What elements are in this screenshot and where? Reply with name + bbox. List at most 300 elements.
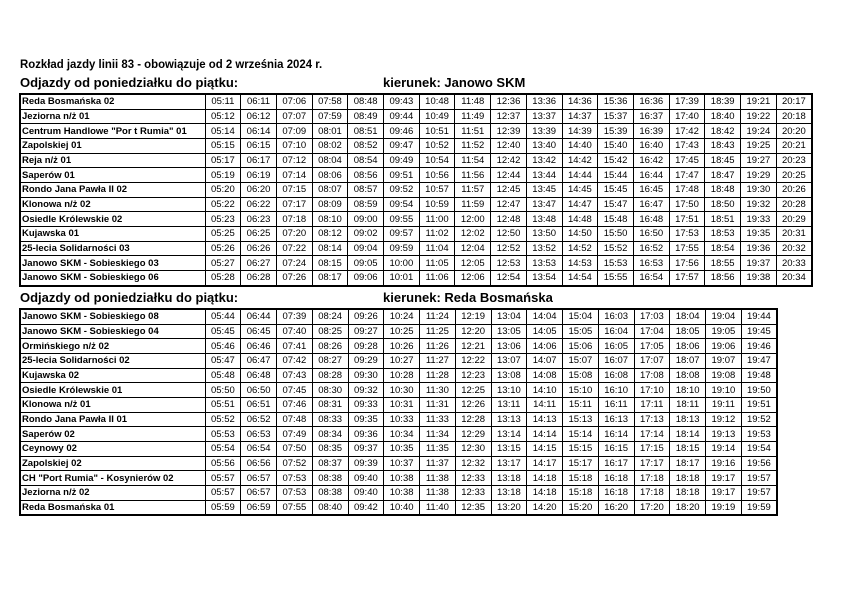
timetable-title: Rozkład jazdy linii 83 - obowiązuje od 2 września 2024 r.	[20, 57, 323, 71]
departure-time: 05:20	[205, 182, 241, 197]
departure-time: 12:06	[455, 271, 491, 286]
stop-name: Zapolskiej 02	[20, 456, 205, 471]
departure-time: 07:55	[277, 500, 313, 515]
departure-time: 07:10	[276, 138, 312, 153]
departure-time: 12:42	[491, 153, 527, 168]
departure-time: 20:25	[776, 168, 812, 183]
departure-time: 17:51	[669, 212, 705, 227]
departure-time: 19:22	[741, 109, 777, 124]
departure-time: 17:10	[634, 383, 670, 398]
departure-time: 11:05	[419, 256, 455, 271]
departure-time: 16:44	[633, 168, 669, 183]
departure-time: 07:59	[312, 109, 348, 124]
departure-time: 06:57	[241, 486, 277, 501]
departure-time: 07:14	[276, 168, 312, 183]
departure-time: 18:39	[705, 94, 741, 109]
departure-time: 19:16	[706, 456, 742, 471]
table-row	[20, 227, 812, 242]
departure-time: 16:40	[633, 138, 669, 153]
table-row	[20, 383, 777, 398]
departure-time: 11:02	[419, 227, 455, 242]
departure-time: 10:56	[419, 168, 455, 183]
departure-time: 17:18	[634, 471, 670, 486]
departure-time: 16:11	[598, 397, 634, 412]
departure-time: 07:40	[277, 324, 313, 339]
stop-name: Klonowa n/ż 01	[20, 397, 205, 412]
departure-time: 19:14	[706, 442, 742, 457]
stop-name: Janowo SKM - Sobieskiego 04	[20, 324, 205, 339]
departure-time: 09:04	[348, 241, 384, 256]
departure-time: 12:52	[491, 241, 527, 256]
departure-time: 08:51	[348, 124, 384, 139]
departure-time: 08:09	[312, 197, 348, 212]
departure-time: 19:56	[741, 456, 777, 471]
departure-time: 13:44	[526, 168, 562, 183]
departure-time: 15:11	[563, 397, 599, 412]
timetable-reda-bosmanska	[19, 308, 778, 516]
departure-time: 09:32	[348, 383, 384, 398]
departure-time: 11:57	[455, 182, 491, 197]
departure-time: 13:37	[526, 109, 562, 124]
departure-time: 13:52	[526, 241, 562, 256]
departure-time: 14:53	[562, 256, 598, 271]
departure-time: 16:18	[598, 471, 634, 486]
departure-time: 12:30	[455, 442, 491, 457]
departure-time: 06:46	[241, 339, 277, 354]
departure-time: 13:40	[526, 138, 562, 153]
departure-time: 10:37	[384, 456, 420, 471]
departure-time: 10:40	[384, 500, 420, 515]
departure-time: 12:45	[491, 182, 527, 197]
departure-time: 08:24	[312, 309, 348, 324]
departure-time: 14:44	[562, 168, 598, 183]
departure-time: 17:50	[669, 197, 705, 212]
departure-time: 12:29	[455, 427, 491, 442]
departure-time: 14:39	[562, 124, 598, 139]
table-row	[20, 397, 777, 412]
departure-time: 15:44	[598, 168, 634, 183]
departure-time: 10:57	[419, 182, 455, 197]
departure-time: 05:27	[205, 256, 241, 271]
stop-name: Kujawska 02	[20, 368, 205, 383]
departure-time: 12:35	[455, 500, 491, 515]
departure-time: 16:36	[633, 94, 669, 109]
departure-time: 11:33	[420, 412, 456, 427]
departure-time: 11:51	[455, 124, 491, 139]
weekday-label: Odjazdy od poniedziałku do piątku:	[20, 75, 239, 90]
departure-time: 13:54	[526, 271, 562, 286]
departure-time: 16:20	[598, 500, 634, 515]
departure-time: 08:27	[312, 353, 348, 368]
departure-time: 09:26	[348, 309, 384, 324]
departure-time: 17:11	[634, 397, 670, 412]
departure-time: 15:18	[563, 486, 599, 501]
departure-time: 15:55	[598, 271, 634, 286]
departure-time: 19:06	[706, 339, 742, 354]
departure-time: 10:00	[384, 256, 420, 271]
departure-time: 08:33	[312, 412, 348, 427]
departure-time: 07:48	[277, 412, 313, 427]
departure-time: 16:04	[598, 324, 634, 339]
departure-time: 07:53	[277, 486, 313, 501]
stop-name: Osiedle Królewskie 01	[20, 383, 205, 398]
departure-time: 15:07	[563, 353, 599, 368]
departure-time: 12:20	[455, 324, 491, 339]
departure-time: 06:57	[241, 471, 277, 486]
departure-time: 17:07	[634, 353, 670, 368]
departure-time: 19:21	[741, 94, 777, 109]
departure-time: 17:03	[634, 309, 670, 324]
departure-time: 10:35	[384, 442, 420, 457]
departure-time: 13:18	[491, 471, 527, 486]
departure-time: 19:38	[741, 271, 777, 286]
departure-time: 20:18	[776, 109, 812, 124]
departure-time: 16:52	[633, 241, 669, 256]
table-row	[20, 182, 812, 197]
departure-time: 12:36	[491, 94, 527, 109]
departure-time: 10:28	[384, 368, 420, 383]
departure-time: 20:17	[776, 94, 812, 109]
departure-time: 11:59	[455, 197, 491, 212]
departure-time: 12:40	[491, 138, 527, 153]
departure-time: 09:33	[348, 397, 384, 412]
departure-time: 17:45	[669, 153, 705, 168]
departure-time: 18:56	[705, 271, 741, 286]
stop-name: Ceynowy 02	[20, 442, 205, 457]
departure-time: 08:40	[312, 500, 348, 515]
departure-time: 12:02	[455, 227, 491, 242]
departure-time: 05:19	[205, 168, 241, 183]
departure-time: 10:01	[384, 271, 420, 286]
stop-name: Janowo SKM - Sobieskiego 03	[20, 256, 205, 271]
departure-time: 13:48	[526, 212, 562, 227]
departure-time: 13:18	[491, 486, 527, 501]
departure-time: 08:35	[312, 442, 348, 457]
departure-time: 17:48	[669, 182, 705, 197]
departure-time: 15:39	[598, 124, 634, 139]
departure-time: 10:51	[419, 124, 455, 139]
departure-time: 16:03	[598, 309, 634, 324]
departure-time: 10:26	[384, 339, 420, 354]
departure-time: 12:00	[455, 212, 491, 227]
departure-time: 13:10	[491, 383, 527, 398]
direction-label: kierunek: Janowo SKM	[383, 75, 526, 90]
departure-time: 14:47	[562, 197, 598, 212]
departure-time: 17:57	[669, 271, 705, 286]
departure-time: 14:20	[527, 500, 563, 515]
departure-time: 09:37	[348, 442, 384, 457]
departure-time: 08:48	[348, 94, 384, 109]
departure-time: 06:52	[241, 412, 277, 427]
departure-time: 17:17	[634, 456, 670, 471]
direction-label: kierunek: Reda Bosmańska	[383, 290, 553, 305]
departure-time: 13:04	[491, 309, 527, 324]
table-row	[20, 168, 812, 183]
departure-time: 06:54	[241, 442, 277, 457]
departure-time: 11:40	[420, 500, 456, 515]
departure-time: 20:31	[776, 227, 812, 242]
departure-time: 19:37	[741, 256, 777, 271]
departure-time: 07:17	[276, 197, 312, 212]
departure-time: 05:17	[205, 153, 241, 168]
departure-time: 18:14	[670, 427, 706, 442]
departure-time: 11:34	[420, 427, 456, 442]
departure-time: 06:20	[241, 182, 277, 197]
departure-time: 11:38	[420, 486, 456, 501]
departure-time: 07:41	[277, 339, 313, 354]
departure-time: 07:53	[277, 471, 313, 486]
departure-time: 12:25	[455, 383, 491, 398]
departure-time: 08:14	[312, 241, 348, 256]
departure-time: 08:30	[312, 383, 348, 398]
departure-time: 20:33	[776, 256, 812, 271]
departure-time: 07:49	[277, 427, 313, 442]
departure-time: 08:01	[312, 124, 348, 139]
departure-time: 14:17	[527, 456, 563, 471]
departure-time: 13:13	[491, 412, 527, 427]
departure-time: 05:56	[205, 456, 241, 471]
departure-time: 17:04	[634, 324, 670, 339]
departure-time: 06:19	[241, 168, 277, 183]
departure-time: 09:51	[384, 168, 420, 183]
departure-time: 08:49	[348, 109, 384, 124]
departure-time: 19:17	[706, 486, 742, 501]
stop-name: Saperów 02	[20, 427, 205, 442]
departure-time: 09:35	[348, 412, 384, 427]
departure-time: 12:47	[491, 197, 527, 212]
timetable-janowo-skm	[19, 93, 813, 287]
departure-time: 07:24	[276, 256, 312, 271]
departure-time: 19:27	[741, 153, 777, 168]
departure-time: 14:45	[562, 182, 598, 197]
departure-time: 16:54	[633, 271, 669, 286]
departure-time: 18:47	[705, 168, 741, 183]
departure-time: 05:53	[205, 427, 241, 442]
departure-time: 05:52	[205, 412, 241, 427]
departure-time: 12:33	[455, 471, 491, 486]
departure-time: 08:37	[312, 456, 348, 471]
departure-time: 06:44	[241, 309, 277, 324]
departure-time: 19:45	[741, 324, 777, 339]
departure-time: 10:24	[384, 309, 420, 324]
departure-time: 08:38	[312, 486, 348, 501]
departure-time: 18:05	[670, 324, 706, 339]
departure-time: 07:42	[277, 353, 313, 368]
departure-time: 12:32	[455, 456, 491, 471]
departure-time: 18:11	[670, 397, 706, 412]
departure-time: 09:55	[384, 212, 420, 227]
departure-time: 18:42	[705, 124, 741, 139]
departure-time: 05:25	[205, 227, 241, 242]
departure-time: 14:07	[527, 353, 563, 368]
departure-time: 13:53	[526, 256, 562, 271]
stop-name: Rondo Jana Pawła II 01	[20, 412, 205, 427]
departure-time: 10:52	[419, 138, 455, 153]
departure-time: 11:37	[420, 456, 456, 471]
departure-time: 13:45	[526, 182, 562, 197]
departure-time: 16:08	[598, 368, 634, 383]
departure-time: 13:11	[491, 397, 527, 412]
departure-time: 16:07	[598, 353, 634, 368]
departure-time: 15:37	[598, 109, 634, 124]
departure-time: 19:46	[741, 339, 777, 354]
departure-time: 17:20	[634, 500, 670, 515]
table-row	[20, 241, 812, 256]
departure-time: 07:45	[277, 383, 313, 398]
departure-time: 08:25	[312, 324, 348, 339]
departure-time: 06:14	[241, 124, 277, 139]
departure-time: 09:43	[384, 94, 420, 109]
weekday-label: Odjazdy od poniedziałku do piątku:	[20, 290, 239, 305]
departure-time: 11:48	[455, 94, 491, 109]
departure-time: 13:47	[526, 197, 562, 212]
departure-time: 14:04	[527, 309, 563, 324]
departure-time: 18:07	[670, 353, 706, 368]
departure-time: 05:14	[205, 124, 241, 139]
departure-time: 08:31	[312, 397, 348, 412]
stop-name: Rondo Jana Pawła II 02	[20, 182, 205, 197]
departure-time: 08:02	[312, 138, 348, 153]
departure-time: 20:32	[776, 241, 812, 256]
departure-time: 13:08	[491, 368, 527, 383]
departure-time: 11:49	[455, 109, 491, 124]
departure-time: 15:40	[598, 138, 634, 153]
stop-name: Klonowa n/ż 02	[20, 197, 205, 212]
departure-time: 09:46	[384, 124, 420, 139]
departure-time: 07:58	[312, 94, 348, 109]
departure-time: 15:05	[563, 324, 599, 339]
stop-name: Saperów 01	[20, 168, 205, 183]
departure-time: 09:59	[384, 241, 420, 256]
stop-name: Janowo SKM - Sobieskiego 06	[20, 271, 205, 286]
departure-time: 05:15	[205, 138, 241, 153]
departure-time: 11:24	[420, 309, 456, 324]
departure-time: 05:54	[205, 442, 241, 457]
departure-time: 15:18	[563, 471, 599, 486]
departure-time: 12:22	[455, 353, 491, 368]
departure-time: 20:21	[776, 138, 812, 153]
departure-time: 07:22	[276, 241, 312, 256]
departure-time: 08:17	[312, 271, 348, 286]
departure-time: 18:50	[705, 197, 741, 212]
departure-time: 15:42	[598, 153, 634, 168]
departure-time: 09:27	[348, 324, 384, 339]
departure-time: 10:59	[419, 197, 455, 212]
departure-time: 09:54	[384, 197, 420, 212]
departure-time: 08:59	[348, 197, 384, 212]
stop-name: CH "Port Rumia" - Kosynierów 02	[20, 471, 205, 486]
departure-time: 14:08	[527, 368, 563, 383]
departure-time: 05:45	[205, 324, 241, 339]
departure-time: 15:36	[598, 94, 634, 109]
departure-time: 11:31	[420, 397, 456, 412]
departure-time: 14:13	[527, 412, 563, 427]
departure-time: 06:25	[241, 227, 277, 242]
departure-time: 14:05	[527, 324, 563, 339]
departure-time: 06:23	[241, 212, 277, 227]
departure-time: 06:45	[241, 324, 277, 339]
departure-time: 09:30	[348, 368, 384, 383]
departure-time: 14:10	[527, 383, 563, 398]
departure-time: 17:43	[669, 138, 705, 153]
departure-time: 10:38	[384, 486, 420, 501]
departure-time: 15:08	[563, 368, 599, 383]
departure-time: 09:40	[348, 471, 384, 486]
departure-time: 19:05	[706, 324, 742, 339]
departure-time: 06:48	[241, 368, 277, 383]
departure-time: 07:26	[276, 271, 312, 286]
departure-time: 17:56	[669, 256, 705, 271]
departure-time: 09:28	[348, 339, 384, 354]
departure-time: 19:24	[741, 124, 777, 139]
departure-time: 19:25	[741, 138, 777, 153]
table-row	[20, 471, 777, 486]
table-row	[20, 486, 777, 501]
departure-time: 17:14	[634, 427, 670, 442]
departure-time: 14:48	[562, 212, 598, 227]
departure-time: 09:00	[348, 212, 384, 227]
departure-time: 12:28	[455, 412, 491, 427]
departure-time: 19:50	[741, 383, 777, 398]
departure-time: 07:12	[276, 153, 312, 168]
departure-time: 17:47	[669, 168, 705, 183]
departure-time: 06:15	[241, 138, 277, 153]
departure-time: 18:51	[705, 212, 741, 227]
departure-time: 07:07	[276, 109, 312, 124]
departure-time: 12:21	[455, 339, 491, 354]
departure-time: 19:53	[741, 427, 777, 442]
departure-time: 11:04	[419, 241, 455, 256]
departure-time: 06:51	[241, 397, 277, 412]
departure-time: 14:15	[527, 442, 563, 457]
departure-time: 12:05	[455, 256, 491, 271]
departure-time: 06:47	[241, 353, 277, 368]
stop-name: Reda Bosmańska 01	[20, 500, 205, 515]
departure-time: 20:23	[776, 153, 812, 168]
departure-time: 19:33	[741, 212, 777, 227]
departure-time: 18:54	[705, 241, 741, 256]
departure-time: 09:05	[348, 256, 384, 271]
departure-time: 05:57	[205, 471, 241, 486]
table-row	[20, 271, 812, 286]
departure-time: 11:54	[455, 153, 491, 168]
departure-time: 12:53	[491, 256, 527, 271]
departure-time: 06:22	[241, 197, 277, 212]
departure-time: 05:44	[205, 309, 241, 324]
departure-time: 12:26	[455, 397, 491, 412]
departure-time: 10:34	[384, 427, 420, 442]
departure-time: 19:54	[741, 442, 777, 457]
departure-time: 09:39	[348, 456, 384, 471]
departure-time: 17:08	[634, 368, 670, 383]
departure-time: 11:52	[455, 138, 491, 153]
departure-time: 08:56	[348, 168, 384, 183]
departure-time: 13:05	[491, 324, 527, 339]
departure-time: 10:27	[384, 353, 420, 368]
departure-time: 16:14	[598, 427, 634, 442]
departure-time: 17:13	[634, 412, 670, 427]
departure-time: 16:17	[598, 456, 634, 471]
departure-time: 18:43	[705, 138, 741, 153]
departure-time: 18:55	[705, 256, 741, 271]
departure-time: 05:22	[205, 197, 241, 212]
departure-time: 06:26	[241, 241, 277, 256]
departure-time: 19:36	[741, 241, 777, 256]
departure-time: 19:04	[706, 309, 742, 324]
table-row	[20, 427, 777, 442]
departure-time: 15:14	[563, 427, 599, 442]
departure-time: 19:12	[706, 412, 742, 427]
